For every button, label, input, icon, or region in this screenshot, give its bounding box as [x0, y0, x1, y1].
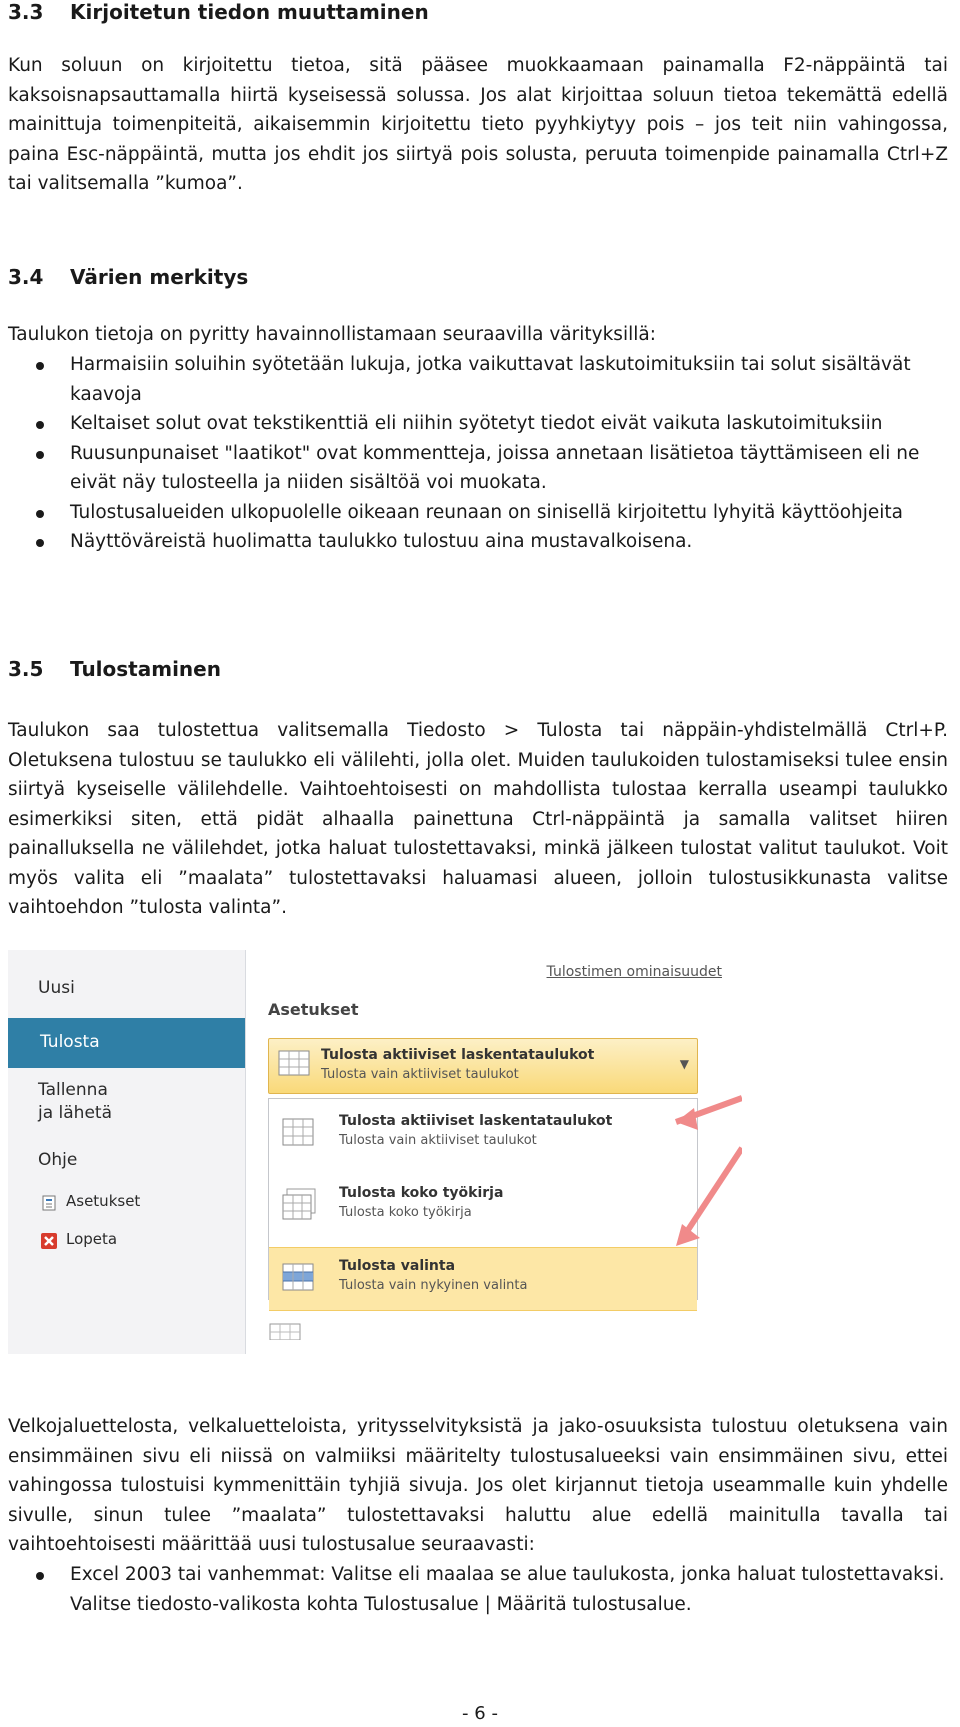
- section-title: Tulostaminen: [70, 657, 221, 681]
- list-item-text: Ruusunpunaiset "laatikot" ovat kommentteja, joissa annetaan lisätietoa täyttämiseen eli ne eivät näy tulosteella ja niiden sisältöä voi muokata.: [70, 442, 920, 493]
- bullet-icon: [36, 1572, 44, 1580]
- sheet-icon: [277, 1047, 317, 1083]
- list-item-text: Harmaisiin soluihin syötetään lukuja, jotka vaikuttavat laskutoimituksiin tai solut sisältävät kaavoja: [70, 354, 911, 405]
- option-whole-workbook[interactable]: [269, 1175, 697, 1237]
- printer-properties-link[interactable]: Tulostimen ominaisuudet: [546, 964, 722, 980]
- option-title: Tulosta aktiiviset laskentataulukot: [339, 1113, 613, 1129]
- list-item: [8, 527, 948, 557]
- list-item-text: Tulostusalueiden ulkopuolelle oikeaan reunaan on sinisellä kirjoitettu lyhyitä käyttöohjeita: [70, 501, 904, 523]
- option-title: Tulosta valinta: [339, 1258, 456, 1274]
- section-title: Värien merkitys: [70, 265, 249, 289]
- section-3-3-heading: [8, 0, 429, 24]
- bullet-icon: [36, 451, 44, 459]
- closing-paragraph: Velkojaluettelosta, velkaluetteloista, yritysselvityksistä ja jako-osuuksista tulostuu oletuksena vain ensimmäinen sivu eli niissä on valmiiksi määritelty tulostusalueeksi vain ensimmäinen sivu, ettei vahingossa tulostuisi kymmenittäin tyhjiä sivuja. Jos olet kirjannut tietoja useammalle kuin yhdelle sivulle, sinun tulee ”maalata” tulostettavaksi haluttu alue edellä mainitulla tavalla tai vaihtoehtoisesti määrittää uusi tulostusalue seuraavasti:: [8, 1416, 948, 1555]
- option-subtitle: Tulosta vain nykyinen valinta: [339, 1278, 528, 1293]
- settings-heading: Asetukset: [268, 1000, 359, 1019]
- sheet-icon: [279, 1115, 319, 1151]
- list-item: [8, 409, 948, 439]
- page-number: - 6 -: [462, 1703, 498, 1724]
- dropdown-subtitle: Tulosta vain aktiiviset taulukot: [321, 1067, 519, 1082]
- option-subtitle: Tulosta koko työkirja: [339, 1205, 472, 1220]
- list-item-text: Näyttöväreistä huolimatta taulukko tulostuu aina mustavalkoisena.: [70, 531, 693, 552]
- menu-item-tallenna-line2[interactable]: ja lähetä: [38, 1103, 113, 1123]
- menu-item-tulosta[interactable]: [8, 1018, 245, 1068]
- section-3-4-heading: [8, 265, 248, 289]
- print-area-steps: [8, 1560, 948, 1619]
- list-item: [8, 1560, 948, 1619]
- settings-icon: [40, 1194, 58, 1212]
- backstage-menu: [8, 950, 246, 1354]
- bullet-icon: [36, 510, 44, 518]
- list-item: [8, 439, 948, 498]
- section-title: Kirjoitetun tiedon muuttaminen: [70, 0, 429, 24]
- color-meaning-list: [8, 350, 948, 557]
- section-3-5-paragraph: Taulukon saa tulostettua valitsemalla Tiedosto > Tulosta tai näppäin-yhdistelmällä Ctrl+P. Oletuksena tulostuu se taulukko eli välilehti, jolla olet. Muiden taulukoiden tulostamiseksi tulee ensin siirtyä kyseiselle välilehdelle. Vaihtoehtoisesti on mahdollista tulostaa kerralla useampi taulukko esimerkiksi siten, että pidät alhaalla painettuna Ctrl-näppäintä ja samalla valitset hiiren painalluksella ne välilehdet, jotka haluat tulostettavaksi, minkä jälkeen tulostat valitut taulukot. Voit myös valita eli ”maalata” tulostettavaksi haluamasi alueen, jolloin tulostusikkunasta valitse vaihtoehdon ”tulosta valinta”.: [8, 720, 948, 918]
- menu-item-uusi[interactable]: Uusi: [38, 978, 75, 998]
- list-item-text: Excel 2003 tai vanhemmat: Valitse eli maalaa se alue taulukosta, jonka haluat tulostettavaksi. Valitse tiedosto-valikosta kohta Tulostusalue | Määritä tulostusalue.: [70, 1564, 945, 1615]
- menu-item-lopeta[interactable]: Lopeta: [66, 1230, 118, 1248]
- menu-item-label: Tulosta: [40, 1032, 100, 1052]
- section-3-3-paragraph: Kun soluun on kirjoitettu tietoa, sitä pääsee muokkaamaan painamalla F2-näppäintä tai kaksoisnapsauttamalla hiirtä kyseisessä solussa. Jos alat kirjoittaa soluun tietoa tekemättä edellä mainittuja toimenpiteitä, aikaisemmin kirjoitettu tieto pyyhkiytyy pois – jos teit niin vahingossa, paina Esc-näppäintä, mutta jos ehdit jos siirtyä pois solusta, peruuta toimenpide painamalla Ctrl+Z tai valitsemalla ”kumoa”.: [8, 55, 948, 194]
- section-number: 3.3: [8, 0, 44, 24]
- section-number: 3.4: [8, 265, 44, 289]
- option-print-selection[interactable]: [269, 1247, 697, 1311]
- selection-icon: [279, 1260, 319, 1296]
- print-settings-screenshot: [8, 950, 742, 1354]
- dropdown-title: Tulosta aktiiviset laskentataulukot: [321, 1047, 595, 1063]
- option-title: Tulosta koko työkirja: [339, 1185, 504, 1201]
- list-item: [8, 498, 948, 528]
- menu-item-ohje[interactable]: Ohje: [38, 1150, 78, 1170]
- list-item-text: Keltaiset solut ovat tekstikenttiä eli niihin syötetyt tiedot eivät vaikuta laskutoimituksiin: [70, 413, 883, 434]
- bullet-icon: [36, 362, 44, 370]
- menu-item-asetukset[interactable]: Asetukset: [66, 1192, 141, 1210]
- print-scope-options: [268, 1098, 698, 1300]
- option-subtitle: Tulosta vain aktiiviset taulukot: [339, 1133, 537, 1148]
- sheet-icon: [268, 1320, 304, 1340]
- section-number: 3.5: [8, 657, 44, 681]
- section-3-5-heading: [8, 657, 221, 681]
- workbook-icon: [279, 1187, 319, 1223]
- bullet-icon: [36, 421, 44, 429]
- bullet-icon: [36, 539, 44, 547]
- print-settings-panel: [246, 950, 742, 1354]
- print-scope-dropdown[interactable]: [268, 1038, 698, 1094]
- menu-item-tallenna[interactable]: Tallenna: [38, 1080, 108, 1100]
- chevron-down-icon: ▼: [679, 1057, 689, 1071]
- section-3-4-intro: Taulukon tietoja on pyritty havainnollistamaan seuraavilla värityksillä:: [8, 324, 656, 345]
- option-active-sheets[interactable]: [269, 1103, 697, 1165]
- list-item: [8, 350, 948, 409]
- close-icon: [40, 1232, 58, 1250]
